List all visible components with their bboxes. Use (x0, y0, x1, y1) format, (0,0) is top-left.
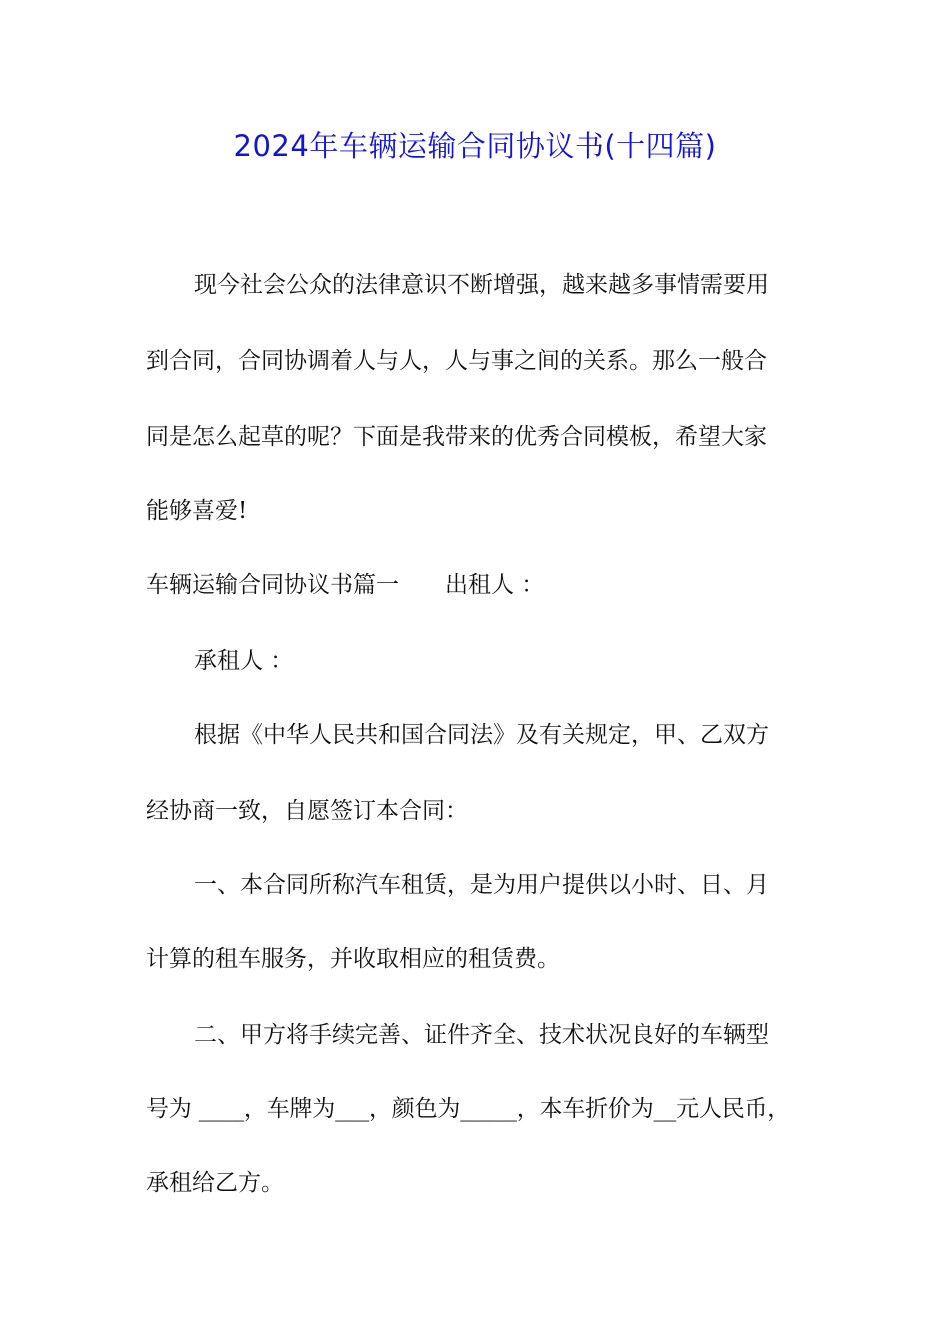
paragraph-line: 根据《中华人民共和国合同法》及有关规定，甲、乙双方 (194, 722, 769, 748)
document-title: 2024年车辆运输合同协议书(十四篇) (233, 129, 717, 163)
paragraph-line: 能够喜爱! (146, 498, 248, 524)
paragraph-line: 现今社会公众的法律意识不断增强，越来越多事情需要用 (194, 272, 769, 298)
section-heading: 车辆运输合同协议书篇一 出租人 ： (146, 572, 545, 598)
paragraph-line: 一、本合同所称汽车租赁，是为用户提供以小时、日、月 (194, 872, 769, 898)
paragraph-line: 号为 ____，车牌为___，颜色为_____，本车折价为__元人民币， (146, 1096, 791, 1122)
paragraph-line: 承租给乙方。 (146, 1170, 284, 1196)
paragraph-line: 经协商一致，自愿签订本合同： (146, 798, 468, 824)
paragraph-line: 二、甲方将手续完善、证件齐全、技术状况良好的车辆型 (194, 1022, 769, 1048)
paragraph-line: 承租人 ： (194, 648, 294, 674)
paragraph-line: 同是怎么起草的呢？下面是我带来的优秀合同模板，希望大家 (146, 424, 767, 450)
paragraph-line: 计算的租车服务，并收取相应的租赁费。 (146, 946, 560, 972)
paragraph-line: 到合同，合同协调着人与人，人与事之间的关系。那么一般合 (146, 348, 767, 374)
